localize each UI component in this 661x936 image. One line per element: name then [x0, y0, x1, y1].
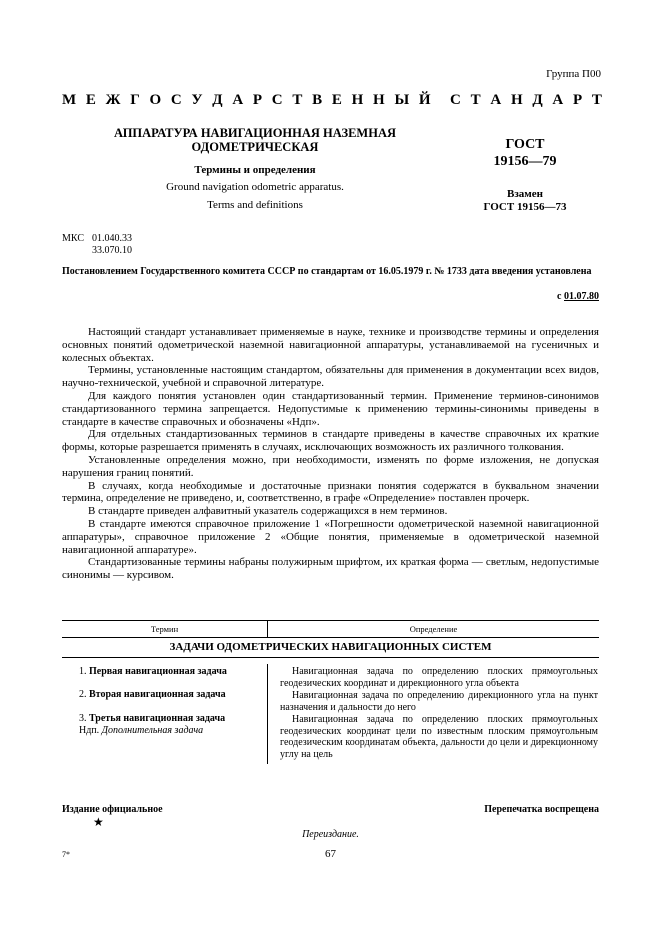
- banner-letter: Й: [418, 92, 431, 108]
- ndp-term: Дополнительная задача: [101, 725, 204, 736]
- paragraph: Установленные определения можно, при необходимости, изменять по форме изложения, не допуская нарушения границ понятий.: [62, 453, 599, 479]
- banner-letter: Н: [510, 92, 523, 108]
- banner-letter: Ы: [394, 92, 410, 108]
- title-en-line1: Ground navigation odometric apparatus.: [166, 181, 344, 193]
- title-ru-line1: АППАРАТУРА НАВИГАЦИОННАЯ НАЗЕМНАЯ: [113, 126, 397, 140]
- ndp-label: Ндп.: [79, 725, 100, 736]
- banner-letter: Д: [532, 92, 543, 108]
- term-name: Первая навигационная задача: [89, 666, 227, 677]
- signature-mark: 7*: [62, 850, 70, 859]
- intro-text: [62, 326, 599, 582]
- banner-letter: Ж: [105, 92, 121, 108]
- paragraph: Термины, установленные настоящим стандартом, обязательны для применения в документации всех видов, научно-технической, учебной и справочной литературе.: [62, 364, 599, 390]
- title-block: [105, 126, 405, 212]
- banner-letter: Т: [591, 92, 602, 108]
- banner-letter: Е: [331, 92, 342, 108]
- banner-letter: Е: [85, 92, 96, 108]
- banner-letter: В: [312, 92, 323, 108]
- gost-name: ГОСТ: [505, 137, 545, 152]
- group-label: Группа П00: [546, 68, 601, 80]
- banner-letter: А: [232, 92, 244, 108]
- section-heading: ЗАДАЧИ ОДОМЕТРИЧЕСКИХ НАВИГАЦИОННЫХ СИСТЕМ: [169, 641, 492, 653]
- definition-3: Навигационная задача по определению плоских прямоугольных геодезических координат цели по известным плоским прямоугольным геодезическим координатам объекта, дальности до цели и дирекционному углу на цель: [280, 714, 598, 760]
- banner-letter: С: [450, 92, 461, 108]
- paragraph: В стандарте имеются справочное приложение 1 «Погрешности одометрической наземной навигационной аппаратуры», справочное приложение 2 «Общие понятия, применяемые в одометрической наземной навигационной аппаратуре».: [62, 517, 599, 556]
- banner-letter: Н: [373, 92, 385, 108]
- term-name: Вторая навигационная задача: [89, 689, 226, 700]
- date-value: 01.07.80: [564, 291, 599, 302]
- reprint-notice: Перепечатка воспрещена: [484, 804, 599, 815]
- replaces-label: Взамен: [507, 188, 543, 200]
- term-number: 1.: [79, 666, 87, 677]
- banner-letter: А: [490, 92, 502, 108]
- page-number: 67: [325, 848, 336, 860]
- banner-letter: М: [62, 92, 77, 108]
- paragraph: Стандартизованные термины набраны полужирным шрифтом, их краткая форма — светлым, недопустимые синонимы — курсивом.: [62, 556, 599, 582]
- gost-number: 19156—79: [493, 154, 557, 169]
- decree-date: [557, 291, 599, 302]
- definition-1: Навигационная задача по определению плоских прямоугольных геодезических координат и дирекционного угла объекта: [280, 666, 598, 689]
- banner-letter: Р: [252, 92, 263, 108]
- title-ru-line2: ОДОМЕТРИЧЕСКАЯ: [191, 140, 319, 154]
- column-header-definition: Определение: [409, 624, 458, 634]
- banner-letter: А: [552, 92, 564, 108]
- paragraph: Для отдельных стандартизованных терминов в стандарте приведены в качестве справочных их краткие формы, которые разрешается применять в случаях, исключающих возможность их различного толкования.: [62, 428, 599, 454]
- term-name: Третья навигационная задача: [89, 713, 226, 724]
- mks-code: 01.040.33: [91, 233, 132, 244]
- paragraph: В стандарте приведен алфавитный указатель содержащихся в нем терминов.: [88, 505, 448, 518]
- column-header-term: Термин: [62, 621, 268, 637]
- banner-letter: Т: [292, 92, 303, 108]
- column-divider: [267, 664, 268, 764]
- term-number: 2.: [79, 689, 87, 700]
- paragraph: Для каждого понятия установлен один стандартизованный термин. Применение терминов-синонимов стандартизованного термина запрещается. Недопустимые к применению термины-синонимы приведены в стандарте в качестве справочных и обозначены «Ндп».: [62, 389, 599, 428]
- paragraph: В случаях, когда необходимые и достаточные признаки понятия содержатся в буквальном значении термина, определение не приведено, и, соответственно, в графе «Определение» поставлен прочерк.: [62, 479, 599, 505]
- banner-letter: С: [170, 92, 182, 108]
- gost-block: [470, 136, 580, 214]
- standard-banner: [62, 92, 602, 109]
- banner-letter: С: [271, 92, 283, 108]
- term-row-3: [79, 713, 225, 725]
- paragraph: Настоящий стандарт устанавливает применяемые в науке, технике и производстве термины и определения основных понятий одометрической наземной навигационной аппаратуры, устанавливаемой на гусеничных и колесных объектах.: [62, 326, 599, 364]
- term-row-1: [79, 666, 227, 678]
- replaces-value: ГОСТ 19156—73: [483, 201, 567, 213]
- footer: [62, 804, 599, 815]
- divider: [62, 657, 599, 658]
- banner-letter: Д: [212, 92, 223, 108]
- reissue-note: Переиздание.: [302, 829, 359, 840]
- banner-letter: Р: [573, 92, 583, 108]
- mks-label: МКС: [62, 233, 84, 244]
- subtitle: Термины и определения: [194, 164, 316, 176]
- banner-letter: Г: [130, 92, 140, 108]
- mks-code: 33.070.10: [91, 245, 132, 256]
- official-edition: Издание официальное: [62, 804, 163, 815]
- table-header: [62, 620, 599, 638]
- star-icon: ★: [93, 815, 104, 829]
- term-row-2: [79, 689, 226, 701]
- banner-letter: Н: [351, 92, 364, 108]
- title-en-line2: Terms and definitions: [207, 199, 303, 211]
- date-prefix: с: [557, 291, 562, 302]
- banner-letter: О: [149, 92, 162, 108]
- term-number: 3.: [79, 713, 87, 724]
- banner-letter: У: [191, 92, 203, 108]
- mks-codes: [62, 233, 132, 257]
- definition-2: Навигационная задача по определению дирекционного угла на пункт назначения и дальности до него: [280, 690, 598, 713]
- banner-letter: Т: [470, 92, 481, 108]
- ndp-synonym: [79, 725, 203, 737]
- decree-text: Постановлением Государственного комитета СССР по стандартам от 16.05.1979 г. № 1733 дата введения установлена: [62, 266, 592, 277]
